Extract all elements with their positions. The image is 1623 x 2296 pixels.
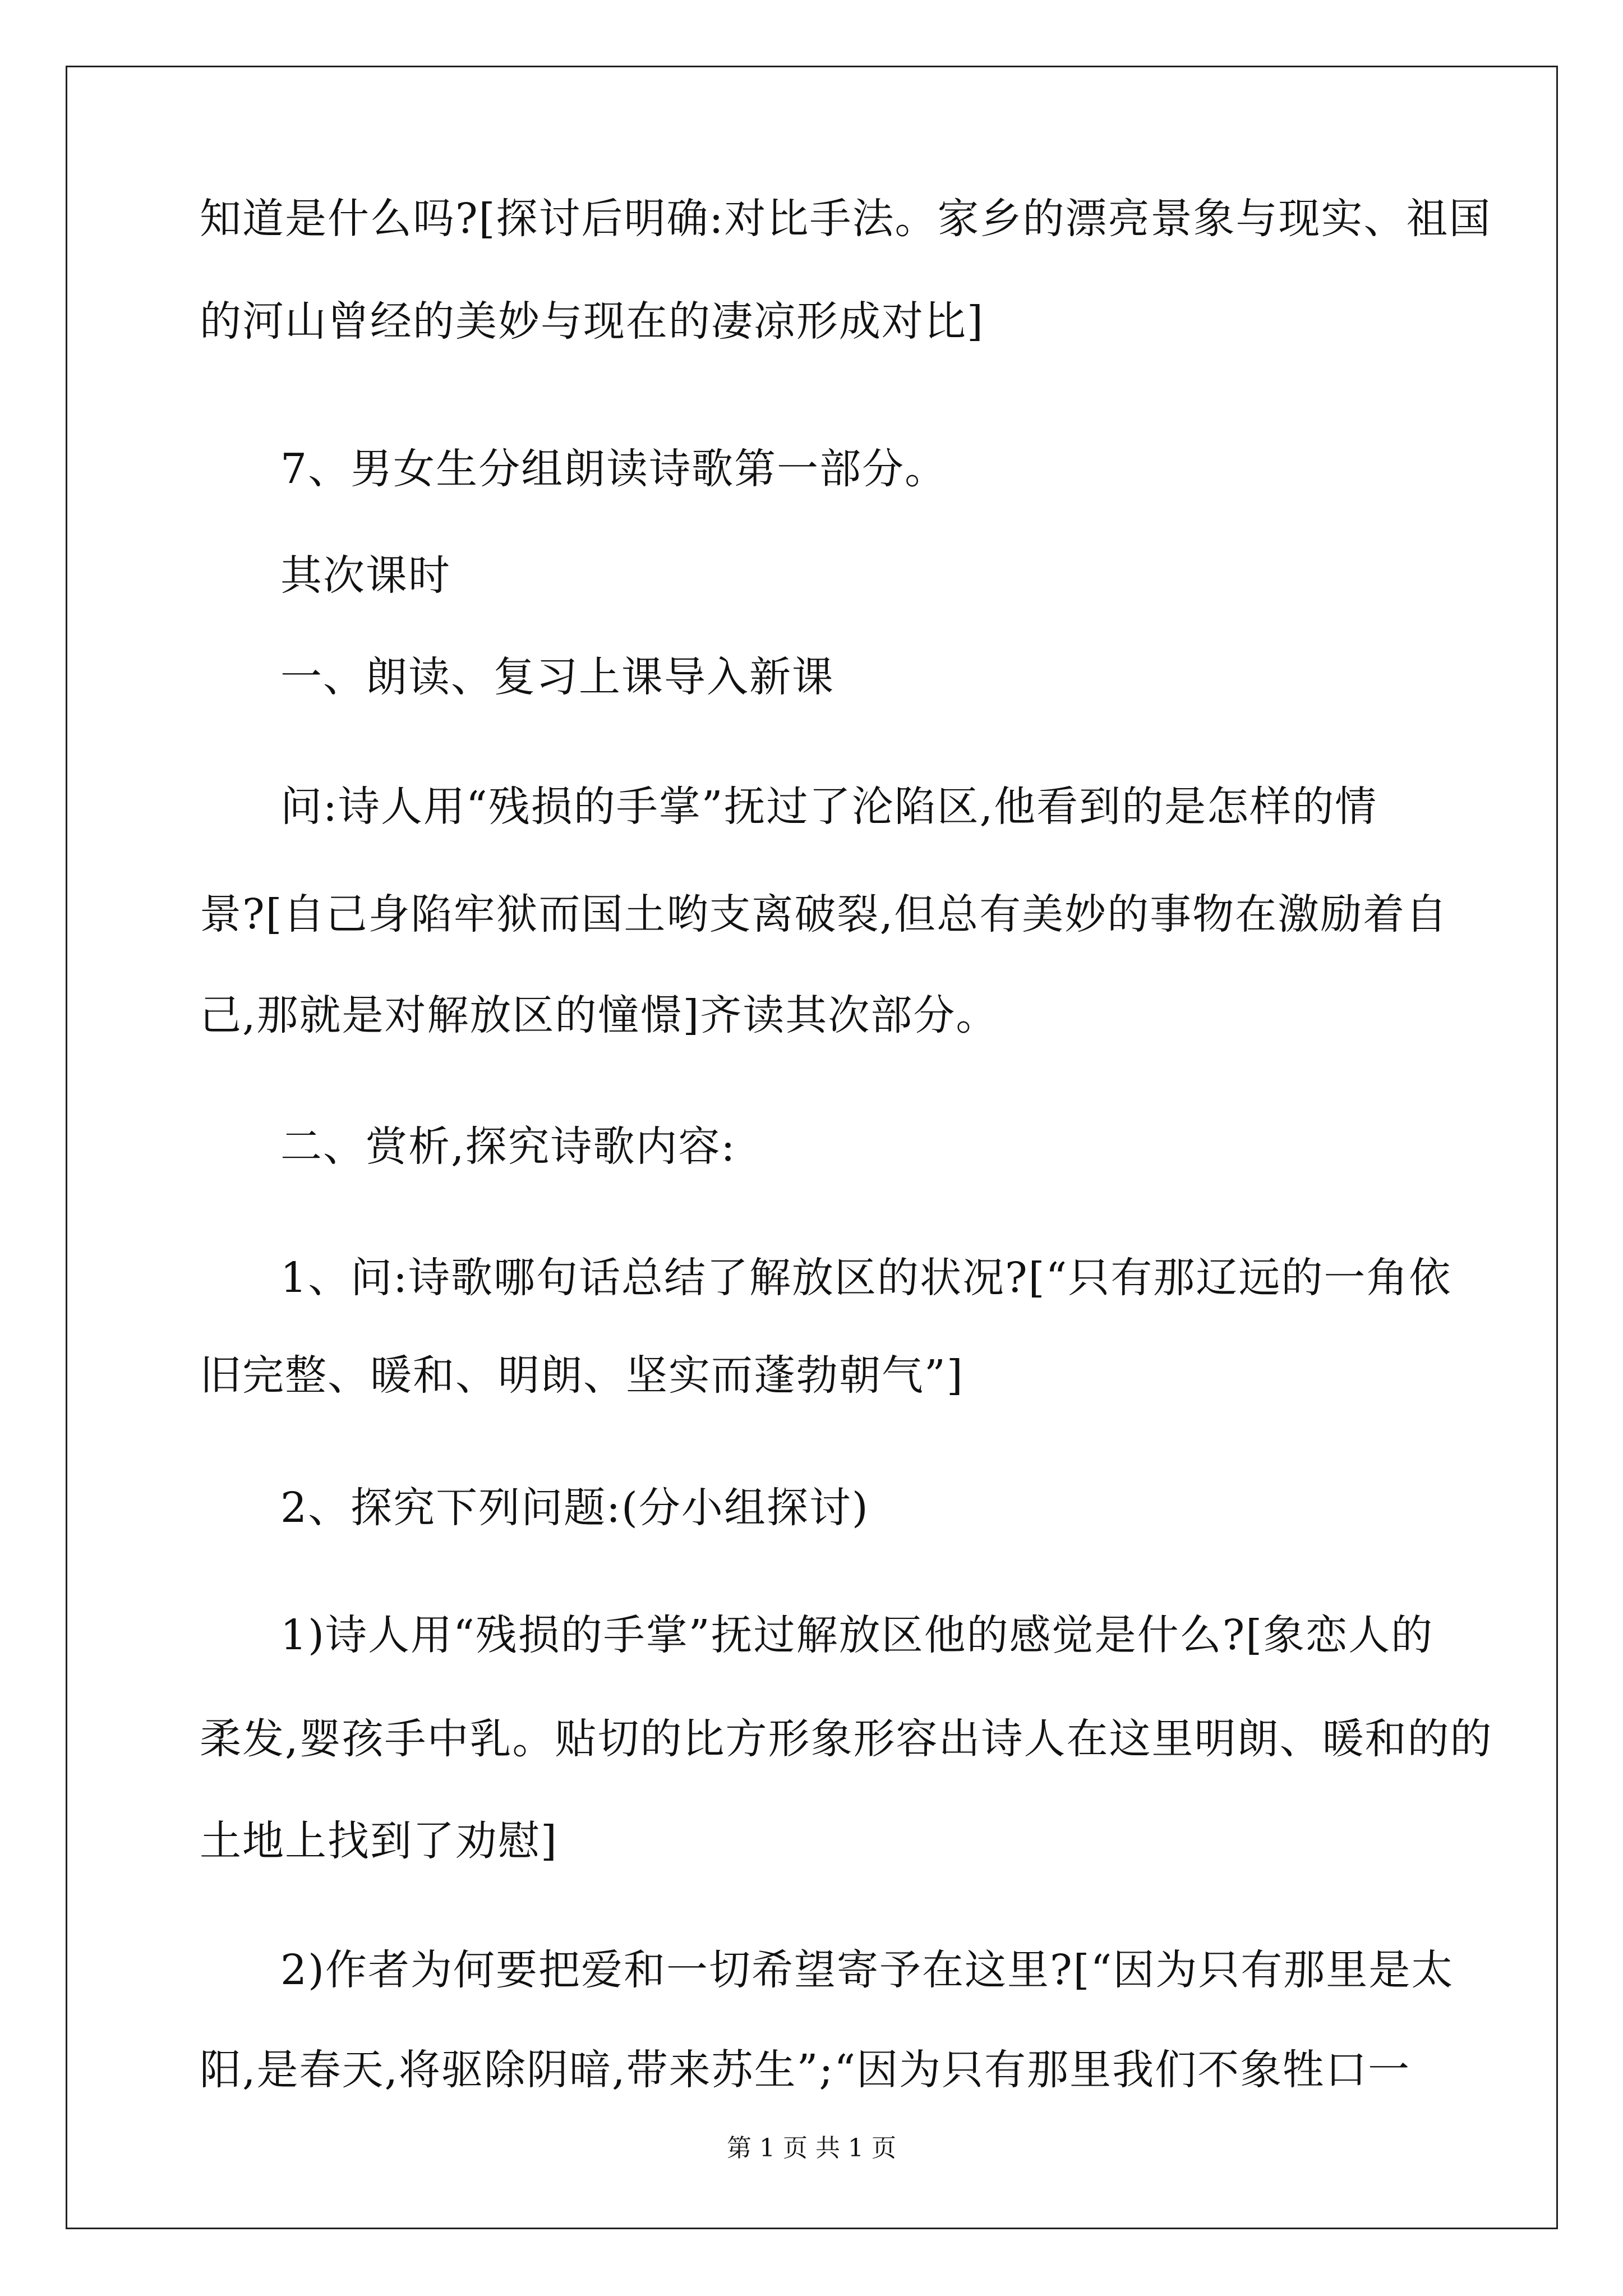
section-heading: 二、赏析,探究诗歌内容: <box>280 1122 736 1171</box>
text-line: 知道是什么吗?[探讨后明确:对比手法。家乡的漂亮景象与现实、祖国 <box>200 195 1492 243</box>
text-line: 柔发,婴孩手中乳。贴切的比方形象形容出诗人在这里明朗、暖和的的 <box>200 1715 1493 1763</box>
text-line: 阳,是春天,将驱除阴暗,带来苏生”;“因为只有那里我们不象牲口一 <box>200 2046 1411 2094</box>
page-footer: 第 1 页 共 1 页 <box>727 2134 896 2162</box>
text-line: 2)作者为何要把爱和一切希望寄予在这里?[“因为只有那里是太 <box>280 1946 1454 1994</box>
text-line: 己,那就是对解放区的憧憬]齐读其次部分。 <box>200 991 999 1039</box>
text-line: 的河山曾经的美妙与现在的凄凉形成对比] <box>200 297 984 346</box>
section-heading: 其次课时 <box>280 551 451 600</box>
text-line: 1)诗人用“残损的手掌”抚过解放区他的感觉是什么?[象恋人的 <box>280 1611 1434 1659</box>
text-line: 7、男女生分组朗读诗歌第一部分。 <box>280 445 948 493</box>
text-line: 2、探究下列问题:(分小组探讨) <box>280 1484 869 1532</box>
text-line: 1、问:诗歌哪句话总结了解放区的状况?[“只有那辽远的一角依 <box>280 1254 1452 1302</box>
text-line: 旧完整、暖和、明朗、坚实而蓬勃朝气”] <box>200 1351 964 1400</box>
text-line: 问:诗人用“残损的手掌”抚过了沦陷区,他看到的是怎样的情 <box>280 783 1378 831</box>
text-line: 土地上找到了劝慰] <box>200 1817 558 1865</box>
text-line: 景?[自己身陷牢狱而国土哟支离破裂,但总有美妙的事物在激励着自 <box>200 890 1449 938</box>
section-heading: 一、朗读、复习上课导入新课 <box>280 653 834 701</box>
